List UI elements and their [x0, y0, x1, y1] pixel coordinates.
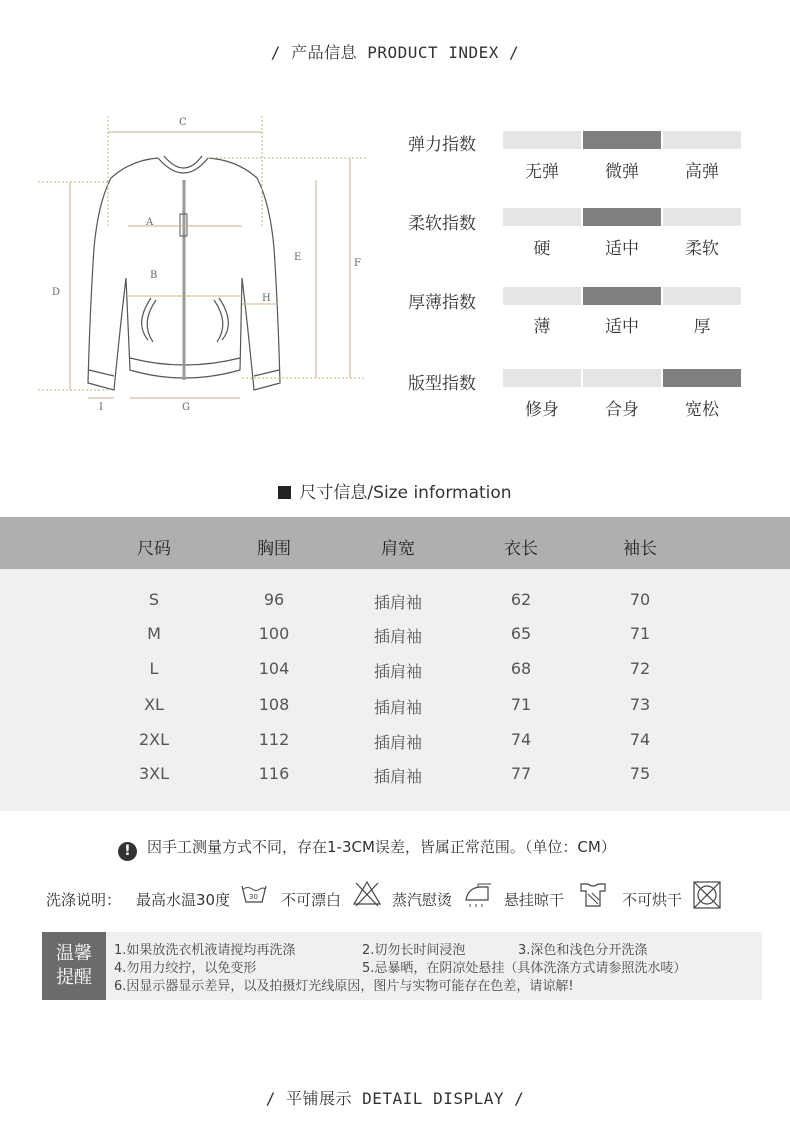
fit-bar-1 — [503, 369, 581, 387]
size-info-text: 尺寸信息/Size information — [299, 483, 512, 503]
hang-dry-icon — [578, 880, 608, 908]
elasticity-level-3: 高弹 — [685, 162, 719, 182]
table-cell-chest: 116 — [258, 764, 290, 783]
dim-label-i: I — [99, 402, 103, 413]
square-bullet-icon — [278, 486, 291, 499]
jacket-diagram — [36, 108, 386, 420]
svg-text:30: 30 — [249, 893, 258, 901]
table-cell-shoulder: 插肩袖 — [373, 733, 422, 752]
tip-1: 1.如果放洗衣机液请搅均再洗涤 — [114, 943, 296, 958]
dim-label-h: H — [262, 293, 271, 304]
tip-4: 4.勿用力绞拧，以免变形 — [114, 961, 257, 976]
table-cell-length: 71 — [510, 695, 532, 714]
header-sleeve: 袖长 — [623, 539, 657, 559]
table-cell-length: 68 — [510, 659, 532, 678]
dim-label-f: F — [354, 258, 361, 269]
tip-2: 2.切勿长时间浸泡 — [362, 943, 466, 958]
header-length: 衣长 — [504, 539, 538, 559]
dim-label-b: B — [150, 270, 158, 281]
size-info-title — [0, 478, 790, 503]
table-cell-chest: 104 — [258, 659, 290, 678]
fit-bar-2 — [583, 369, 661, 387]
header-chest: 胸围 — [257, 539, 291, 559]
dim-label-d: D — [52, 287, 61, 298]
table-cell-sleeve: 75 — [629, 764, 651, 783]
header-shoulder: 肩宽 — [381, 539, 415, 559]
table-cell-sleeve: 71 — [629, 624, 651, 643]
measurement-note-text: 因手工测量方式不同，存在1-3CM误差，皆属正常范围。（单位：CM） — [147, 838, 616, 856]
softness-level-1: 硬 — [533, 239, 551, 259]
fit-index-label: 版型指数 — [408, 374, 476, 394]
thickness-bar-1 — [503, 287, 581, 305]
table-cell-sleeve: 70 — [629, 590, 651, 609]
softness-bar-2 — [583, 208, 661, 226]
dim-label-g: G — [182, 402, 190, 413]
table-cell-size: 3XL — [138, 764, 170, 783]
tip-6: 6.因显示器显示差异，以及拍摄灯光线原因，图片与实物可能存在色差，请谅解! — [114, 979, 574, 994]
softness-level-2: 适中 — [605, 239, 639, 259]
wash-item-tumble: 不可烘干 — [622, 891, 683, 909]
wash-item-hang: 悬挂晾干 — [504, 891, 565, 909]
table-cell-shoulder: 插肩袖 — [373, 593, 422, 612]
table-cell-sleeve: 73 — [629, 695, 651, 714]
softness-level-3: 柔软 — [685, 239, 719, 259]
no-bleach-icon — [352, 879, 382, 907]
detail-display-heading: / 平铺展示 DETAIL DISPLAY / — [265, 1089, 525, 1108]
table-cell-shoulder: 插肩袖 — [373, 767, 422, 786]
tips-tag-line1: 温馨 — [56, 943, 92, 964]
tips-tag — [42, 932, 106, 1000]
measurement-note — [118, 836, 616, 861]
exclamation-icon: ! — [118, 842, 137, 861]
header-size: 尺码 — [137, 539, 171, 559]
thickness-bar-3 — [663, 287, 741, 305]
table-cell-shoulder: 插肩袖 — [373, 662, 422, 681]
dim-label-c: C — [179, 117, 187, 128]
fit-level-1: 修身 — [525, 400, 559, 420]
fit-bar-3 — [663, 369, 741, 387]
iron-icon — [464, 882, 494, 908]
table-cell-length: 65 — [510, 624, 532, 643]
no-tumble-dry-icon — [692, 880, 722, 910]
thickness-index-label: 厚薄指数 — [408, 293, 476, 313]
wash-item-iron: 蒸汽慰烫 — [392, 891, 453, 909]
thickness-bar-2 — [583, 287, 661, 305]
wash-title: 洗涤说明： — [46, 891, 122, 909]
elasticity-bar-2 — [583, 131, 661, 149]
tips-tag-line2: 提醒 — [56, 967, 92, 988]
table-cell-length: 77 — [510, 764, 532, 783]
softness-index-label: 柔软指数 — [408, 214, 476, 234]
table-cell-size: L — [149, 659, 159, 678]
elasticity-index-label: 弹力指数 — [408, 135, 476, 155]
elasticity-bar-3 — [663, 131, 741, 149]
table-cell-shoulder: 插肩袖 — [373, 627, 422, 646]
table-cell-length: 62 — [510, 590, 532, 609]
wash-30-icon — [240, 880, 268, 906]
thickness-level-2: 适中 — [605, 317, 639, 337]
table-cell-size: S — [148, 590, 160, 609]
elasticity-level-1: 无弹 — [525, 162, 559, 182]
table-cell-chest: 100 — [258, 624, 290, 643]
dim-label-e: E — [294, 252, 302, 263]
elasticity-level-2: 微弹 — [605, 162, 639, 182]
wash-item-temp: 最高水温30度 — [136, 891, 231, 909]
elasticity-bar-1 — [503, 131, 581, 149]
wash-item-bleach: 不可漂白 — [281, 891, 342, 909]
fit-level-3: 宽松 — [685, 400, 719, 420]
table-cell-chest: 108 — [258, 695, 290, 714]
product-index-heading: / 产品信息 PRODUCT INDEX / — [270, 43, 520, 62]
fit-level-2: 合身 — [605, 400, 639, 420]
thickness-level-3: 厚 — [693, 317, 711, 337]
table-cell-sleeve: 74 — [629, 730, 651, 749]
thickness-level-1: 薄 — [533, 317, 551, 337]
table-cell-size: XL — [144, 695, 164, 714]
tip-3: 3.深色和浅色分开洗涤 — [518, 943, 648, 958]
dim-label-a: A — [146, 217, 154, 228]
tip-5: 5.忌暴晒，在阴凉处悬挂（具体洗涤方式请参照洗水唛） — [362, 961, 687, 976]
table-cell-sleeve: 72 — [629, 659, 651, 678]
table-cell-chest: 96 — [263, 590, 285, 609]
table-cell-size: M — [147, 624, 161, 643]
softness-bar-3 — [663, 208, 741, 226]
table-cell-size: 2XL — [138, 730, 170, 749]
table-cell-length: 74 — [510, 730, 532, 749]
table-cell-chest: 112 — [258, 730, 290, 749]
table-cell-shoulder: 插肩袖 — [373, 698, 422, 717]
softness-bar-1 — [503, 208, 581, 226]
